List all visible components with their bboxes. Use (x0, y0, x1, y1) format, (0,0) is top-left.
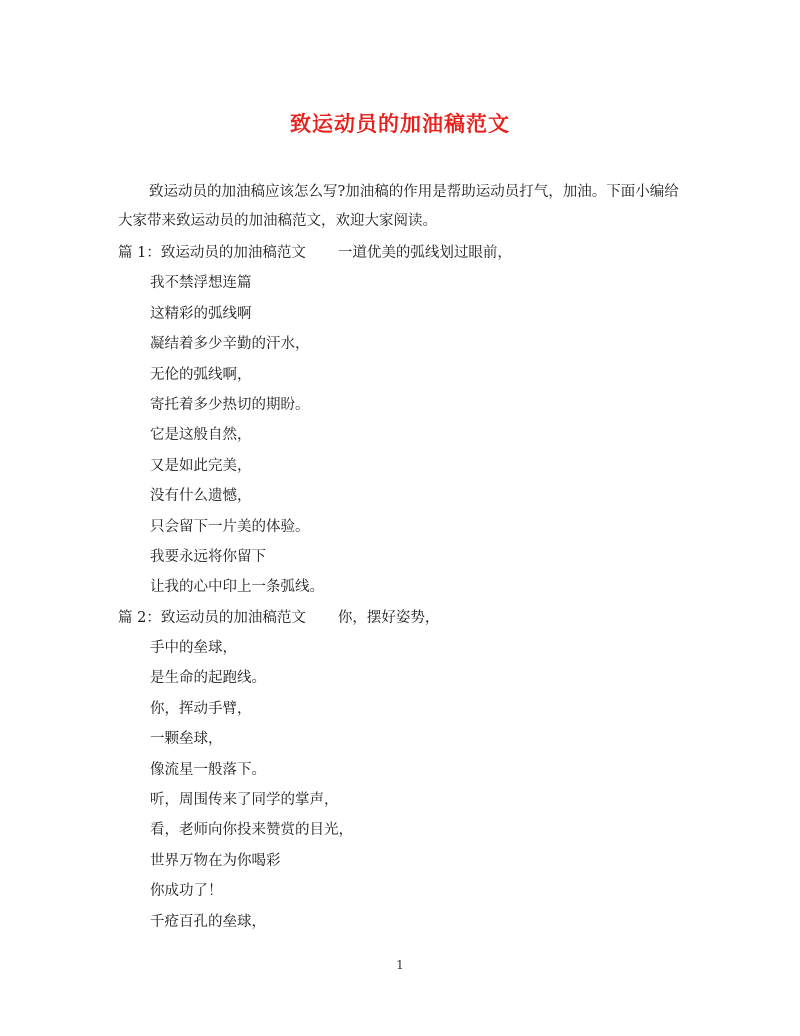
section-2-heading: 篇 2：致运动员的加油稿范文 (118, 609, 306, 626)
verse-line: 凝结着多少辛勤的汗水， (150, 336, 310, 353)
verse-line: 一颗垒球， (150, 731, 223, 748)
verse-line: 像流星一般落下。 (150, 761, 266, 778)
verse-line: 看，老师向你投来赞赏的目光， (150, 822, 353, 839)
section-2-first-line: 你，摆好姿势， (337, 609, 440, 626)
verse-line: 我不禁浮想连篇 (150, 275, 252, 292)
body-lines (0, 238, 800, 937)
verse-line: 你成功了！ (150, 883, 223, 900)
verse-line: 这精彩的弧线啊 (150, 305, 252, 322)
verse-line: 听，周围传来了同学的掌声， (150, 792, 339, 809)
section-1-heading-line (0, 238, 800, 268)
verse-line: 我要永远将你留下 (150, 548, 266, 565)
page-number: 1 (396, 958, 404, 972)
section-1-heading: 篇 1：致运动员的加油稿范文 (118, 245, 306, 261)
section-2-heading-line (0, 603, 800, 633)
verse-line: 它是这般自然， (150, 427, 252, 444)
verse-line: 你，挥动手臂， (150, 700, 252, 717)
intro-paragraph: 致运动员的加油稿应该怎么写?加油稿的作用是帮助运动员打气，加油。下面小编给大家带来致运动员的加油稿范文，欢迎大家阅读。 (118, 184, 679, 229)
verse-line: 又是如此完美， (150, 457, 252, 474)
document-title: 致运动员的加油稿范文 (290, 111, 510, 136)
verse-line: 手中的垒球， (150, 640, 237, 657)
verse-line: 寄托着多少热切的期盼。 (150, 396, 310, 413)
verse-line: 千疮百孔的垒球， (150, 913, 266, 930)
verse-line: 世界万物在为你喝彩 (150, 852, 281, 869)
verse-line: 没有什么遗憾， (150, 488, 252, 505)
verse-line: 让我的心中印上一条弧线。 (150, 579, 324, 596)
verse-line: 只会留下一片美的体验。 (150, 518, 310, 535)
section-1-first-line: 一道优美的弧线划过眼前， (337, 245, 512, 261)
verse-line: 是生命的起跑线。 (150, 670, 266, 687)
verse-line: 无伦的弧线啊， (150, 366, 252, 383)
